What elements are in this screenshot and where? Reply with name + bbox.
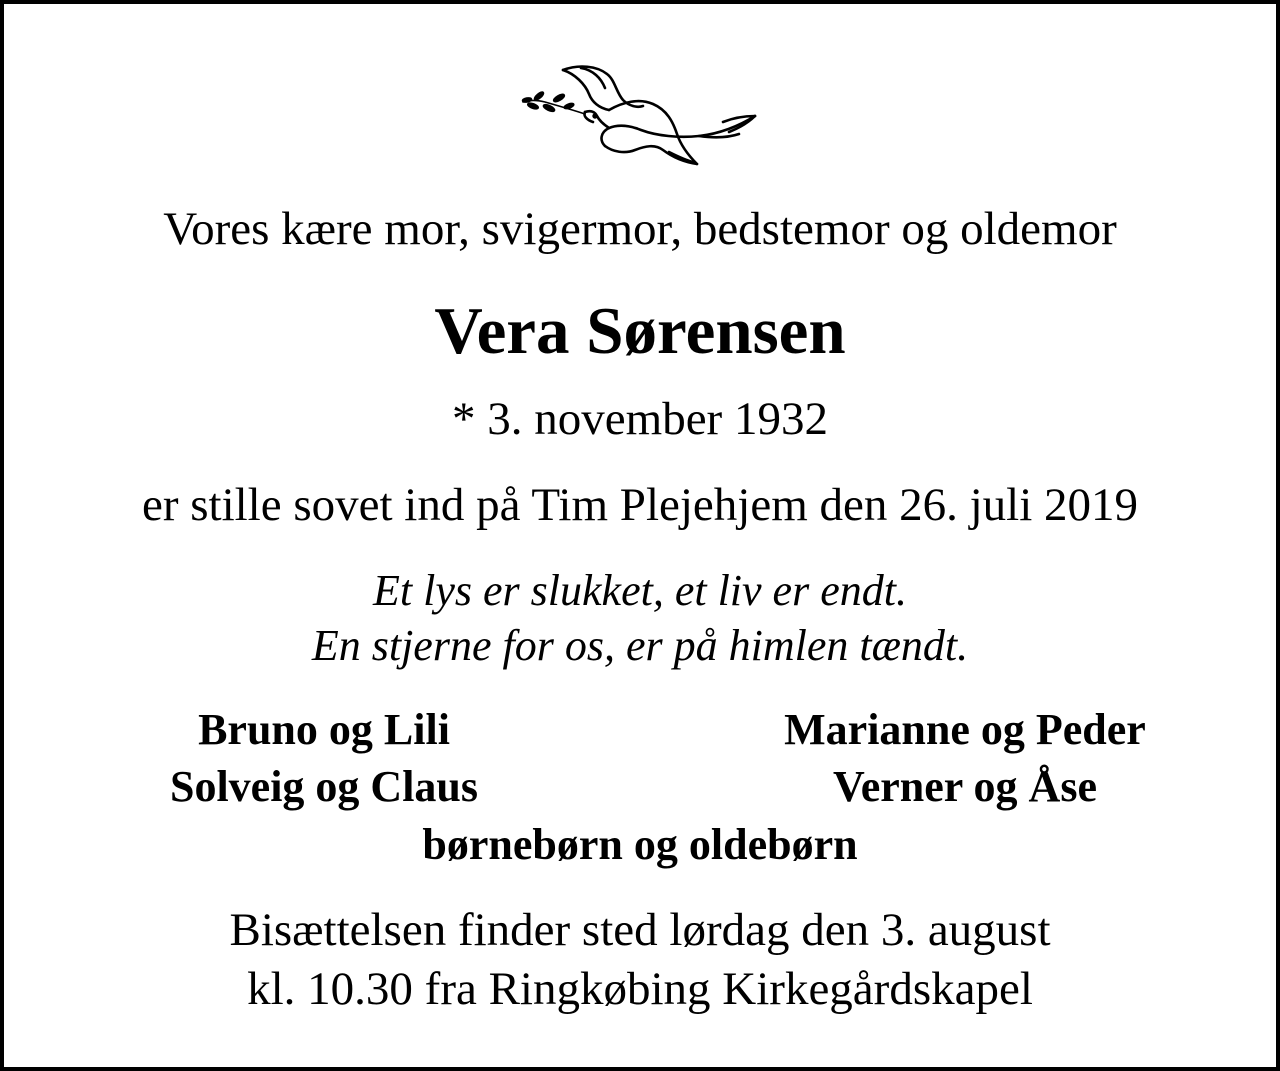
funeral-info-line: Bisættelsen finder sted lørdag den 3. august [229, 904, 1051, 956]
verse-line: Et lys er slukket, et liv er endt. [373, 566, 907, 615]
intro-text: Vores kære mor, svigermor, bedstemor og oldemor [163, 203, 1117, 255]
dove-with-olive-branch-icon [519, 60, 769, 175]
death-notice-text: er stille sovet ind på Tim Plejehjem den 26. juli 2019 [141, 479, 1139, 531]
verse-line: En stjerne for os, er på himlen tændt. [311, 621, 969, 670]
funeral-info-line: kl. 10.30 fra Ringkøbing Kirkegårdskapel [247, 963, 1033, 1015]
family-member-names: Marianne og Peder [784, 705, 1146, 754]
grandchildren-text: børnebørn og oldebørn [422, 820, 858, 869]
deceased-name: Vera Sørensen [434, 294, 846, 368]
family-member-names: Verner og Åse [833, 762, 1097, 811]
family-member-names: Bruno og Lili [198, 705, 450, 754]
family-member-names: Solveig og Claus [169, 762, 479, 811]
birth-date: * 3. november 1932 [452, 393, 828, 445]
